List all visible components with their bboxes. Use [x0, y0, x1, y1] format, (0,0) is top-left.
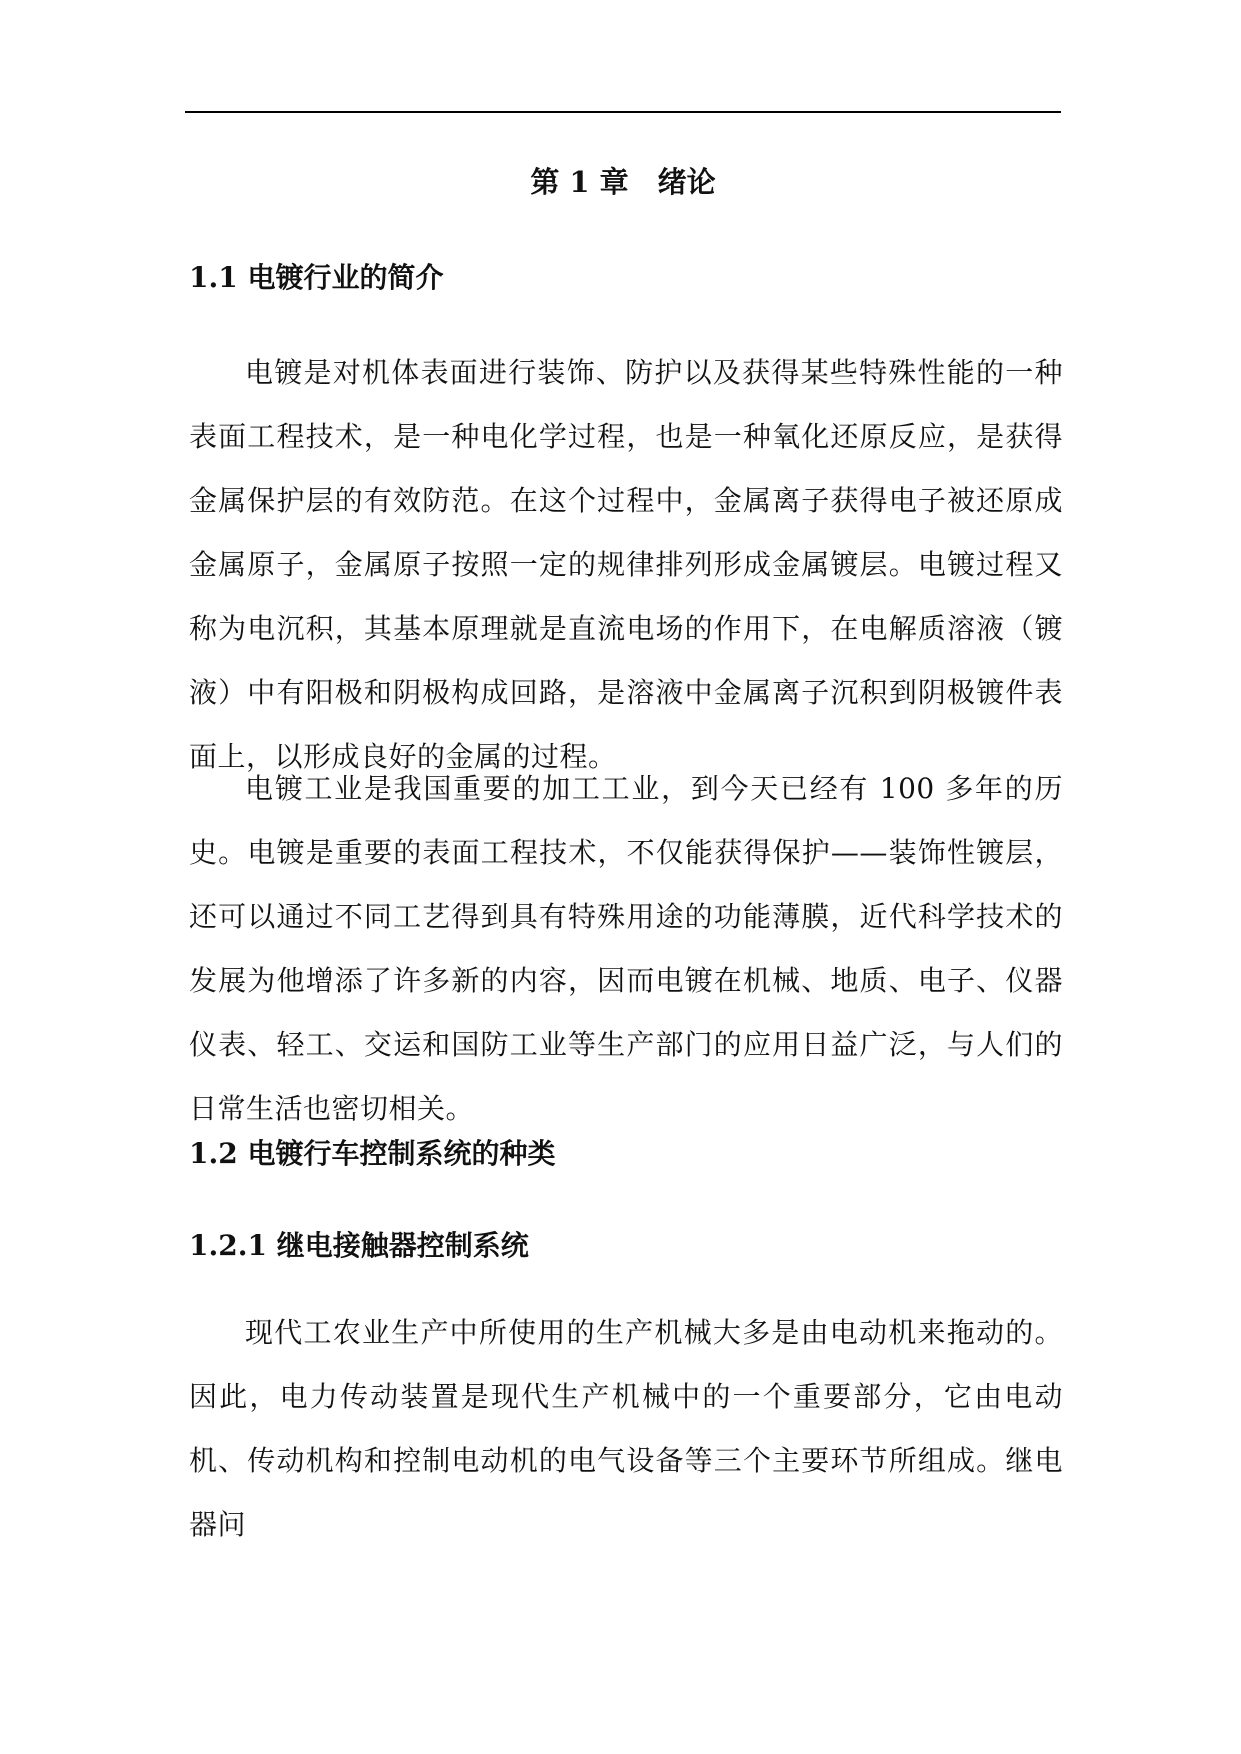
paragraph-electroplating-industry: 电镀工业是我国重要的加工工业，到今天已经有 100 多年的历史。电镀是重要的表面工程技术，不仅能获得保护——装饰性镀层，还可以通过不同工艺得到具有特殊用途的功能薄膜，近代科学技术的发展为他增添了许多新的内容，因而电镀在机械、地质、电子、仪器仪表、轻工、交运和国防工业等生产部门的应用日益广泛，与人们的日常生活也密切相关。 — [189, 772, 1063, 1125]
section-heading-1-1: 1.1 电镀行业的简介 — [189, 261, 444, 294]
paragraph-relay-control: 现代工农业生产中所使用的生产机械大多是由电动机来拖动的。因此，电力传动装置是现代生产机械中的一个重要部分，它由电动机、传动机构和控制电动机的电气设备等三个主要环节所组成。继电器问 — [189, 1316, 1063, 1541]
section-heading-1-2: 1.2 电镀行车控制系统的种类 — [189, 1137, 556, 1170]
header-rule — [185, 111, 1061, 113]
subsection-heading-1-2-1: 1.2.1 继电接触器控制系统 — [189, 1229, 529, 1262]
paragraph-electroplating-intro: 电镀是对机体表面进行装饰、防护以及获得某些特殊性能的一种表面工程技术，是一种电化学过程，也是一种氧化还原反应，是获得金属保护层的有效防范。在这个过程中，金属离子获得电子被还原成金属原子，金属原子按照一定的规律排列形成金属镀层。电镀过程又称为电沉积，其基本原理就是直流电场的作用下，在电解质溶液（镀液）中有阳极和阴极构成回路，是溶液中金属离子沉积到阴极镀件表面上，以形成良好的金属的过程。 — [189, 356, 1063, 773]
chapter-title: 第 1 章 绪论 — [530, 165, 716, 199]
